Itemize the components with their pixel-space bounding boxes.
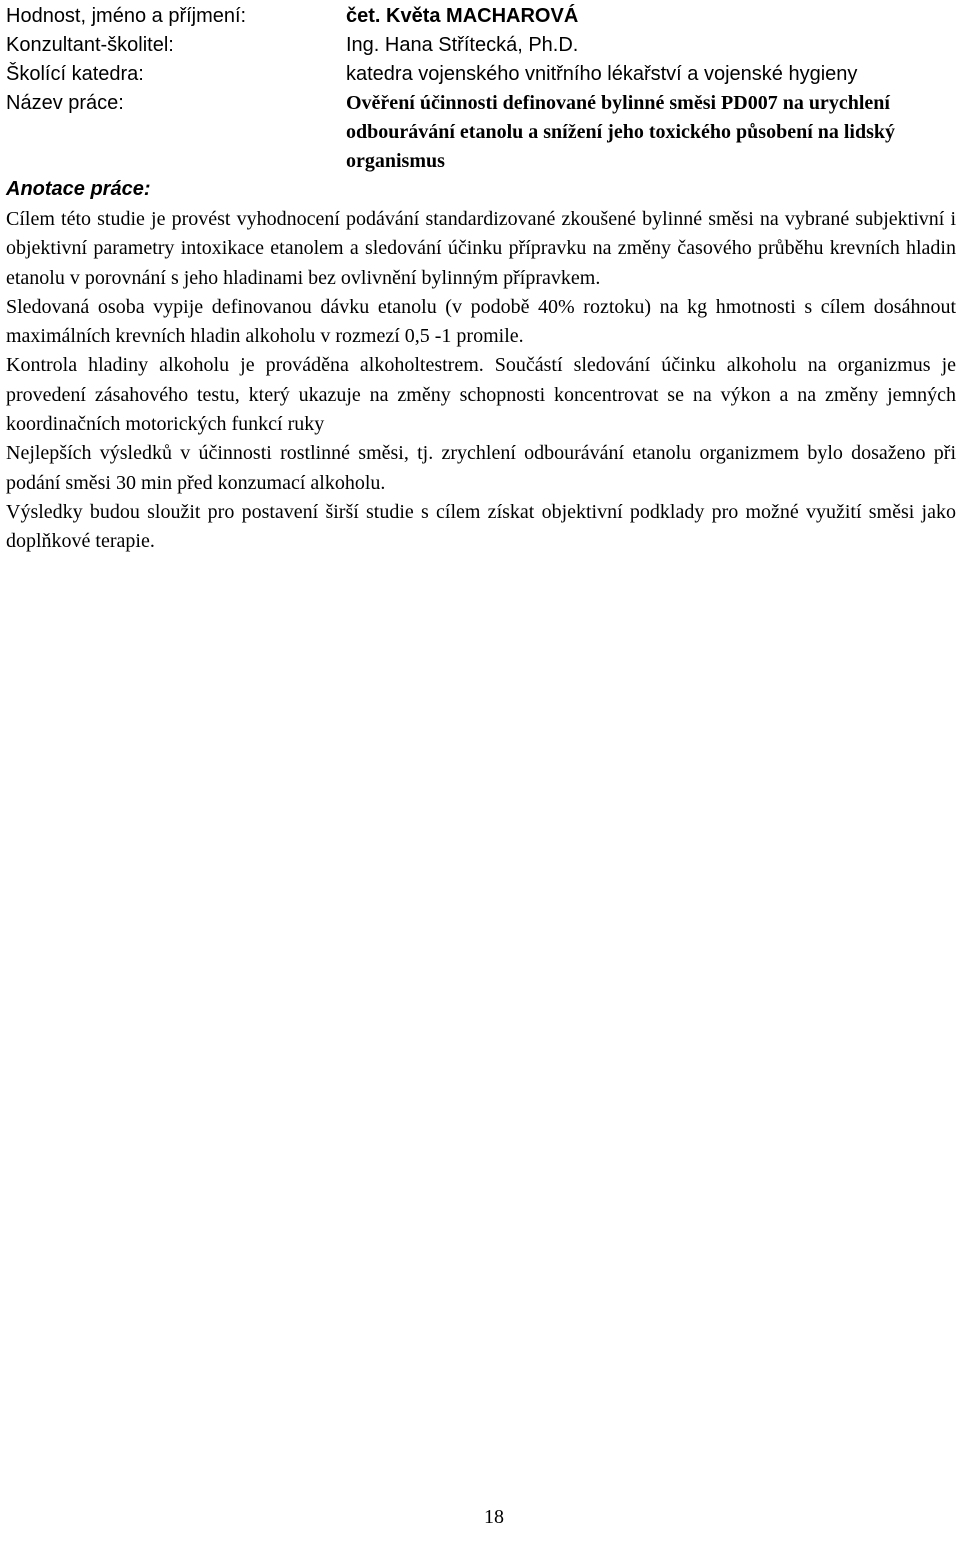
meta-value-department: katedra vojenského vnitřního lékařství a vojenské hygieny (346, 63, 858, 85)
meta-label-rank-name: Hodnost, jméno a příjmení: (6, 5, 247, 27)
thesis-metadata (6, 2, 951, 176)
abstract-paragraph: Cílem této studie je provést vyhodnocení podávání standardizované zkoušené bylinné směsi na vybrané subjektivní i objektivní parametry intoxikace etanolem a sledování účinku přípravku na změny časového průběhu krevních hladin etanolu v porovnání s jeho hladinami bez ovlivnění bylinným přípravkem. (6, 208, 956, 289)
abstract-body (6, 205, 956, 557)
meta-label-department: Školící katedra: (6, 63, 144, 85)
thesis-title: Ověření účinnosti definované bylinné směsi PD007 na urychlení odbourávání etanolu a snížení jeho toxického působení na lidský organismus (346, 92, 896, 172)
abstract-paragraph: Nejlepších výsledků v účinnosti rostlinné směsi, tj. zrychlení odbourávání etanolu organizmem bylo dosaženo při podání směsi 30 min před konzumací alkoholu. (6, 442, 956, 494)
abstract-paragraph: Kontrola hladiny alkoholu je prováděna alkoholtestrem. Součástí sledování účinku alkoholu na organizmus je provedení zásahového testu, který ukazuje na změny schopnosti koncentrovat se na výkon a na změny jemných koordinačních motorických funkcí ruky (6, 354, 956, 436)
meta-label-supervisor: Konzultant-školitel: (6, 34, 174, 56)
page-number: 18 (484, 1506, 504, 1528)
meta-row-supervisor (6, 31, 951, 60)
meta-label-thesis-title: Název práce: (6, 92, 124, 114)
meta-row-rank-name (6, 2, 951, 31)
meta-value-supervisor: Ing. Hana Střítecká, Ph.D. (346, 34, 579, 56)
meta-row-department (6, 60, 951, 89)
abstract-paragraph: Sledovaná osoba vypije definovanou dávku etanolu (v podobě 40% roztoku) na kg hmotnosti s cílem dosáhnout maximálních krevních hladin alkoholu v rozmezí 0,5 -1 promile. (6, 295, 956, 348)
abstract-paragraph: Výsledky budou sloužit pro postavení širší studie s cílem získat objektivní podklady pro možné využití směsi jako doplňkové terapie. (6, 500, 956, 553)
meta-row-thesis-title (6, 89, 951, 176)
abstract-heading: Anotace práce: (6, 178, 151, 200)
meta-value-rank-name: čet. Květa MACHAROVÁ (346, 5, 579, 27)
